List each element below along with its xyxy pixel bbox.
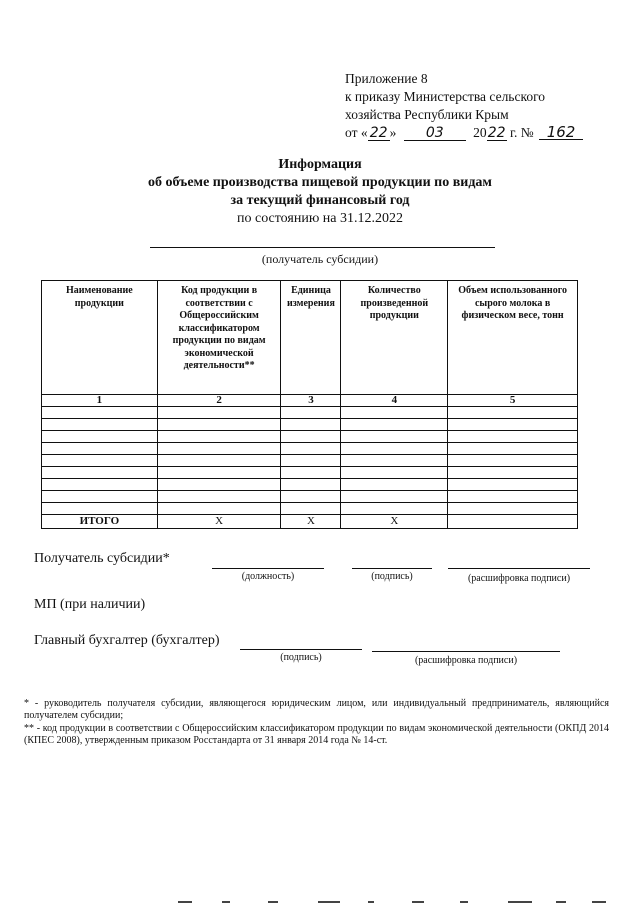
column-number: 1: [42, 395, 158, 407]
scan-artifact: [268, 901, 278, 903]
table-cell[interactable]: [341, 455, 448, 467]
position-caption: (должность): [241, 571, 295, 582]
header-product-name: Наименование продукции: [42, 281, 158, 395]
accountant-signature-caption: (подпись): [280, 652, 322, 663]
table-row: [42, 431, 578, 443]
table-cell[interactable]: [281, 419, 341, 431]
total-milk-volume-cell[interactable]: [448, 515, 578, 529]
table-header-row: [42, 281, 578, 395]
table-total-row: [42, 515, 578, 529]
appendix-header: [345, 70, 583, 142]
total-mark: Х: [157, 515, 281, 529]
table-cell[interactable]: [42, 431, 158, 443]
document-title: [0, 156, 640, 228]
table-cell[interactable]: [448, 455, 578, 467]
table-row: [42, 479, 578, 491]
table-cell[interactable]: [341, 491, 448, 503]
scan-artifact: [178, 901, 192, 903]
table-cell[interactable]: [157, 503, 281, 515]
table-cell[interactable]: [281, 503, 341, 515]
table-cell[interactable]: [341, 431, 448, 443]
table-cell[interactable]: [42, 491, 158, 503]
table-cell[interactable]: [42, 443, 158, 455]
table-row: [42, 419, 578, 431]
table-cell[interactable]: [281, 479, 341, 491]
table-cell[interactable]: [448, 443, 578, 455]
table-cell[interactable]: [157, 443, 281, 455]
handwritten-month: 03: [404, 126, 466, 141]
year-prefix: 20: [473, 125, 487, 140]
table-cell[interactable]: [281, 431, 341, 443]
table-cell[interactable]: [341, 467, 448, 479]
table-cell[interactable]: [42, 467, 158, 479]
table-row: [42, 443, 578, 455]
recipient-label: Получатель субсидии*: [34, 551, 170, 566]
header-milk-volume: Объем использованного сырого молока в физическом весе, тонн: [448, 281, 578, 395]
accountant-decoding-line[interactable]: [372, 651, 560, 652]
title-line-3: за текущий финансовый год: [230, 193, 410, 208]
table-cell[interactable]: [341, 407, 448, 419]
table-row: [42, 491, 578, 503]
table-cell[interactable]: [157, 407, 281, 419]
scan-artifact: [222, 901, 230, 903]
table-cell[interactable]: [281, 455, 341, 467]
total-label: ИТОГО: [42, 515, 158, 529]
year-end: г. №: [506, 125, 534, 140]
header-unit: Единица измерения: [281, 281, 341, 395]
scan-artifact: [412, 901, 424, 903]
table-cell[interactable]: [42, 479, 158, 491]
decoding-line[interactable]: [448, 568, 590, 569]
stamp-label: МП (при наличии): [34, 597, 146, 612]
table-cell[interactable]: [157, 479, 281, 491]
table-cell[interactable]: [448, 479, 578, 491]
scan-artifact: [460, 901, 468, 903]
recipient-underline: [150, 247, 495, 248]
total-mark: Х: [281, 515, 341, 529]
accountant-signature-line[interactable]: [240, 649, 362, 650]
table-cell[interactable]: [281, 407, 341, 419]
signature-line[interactable]: [352, 568, 432, 569]
table-cell[interactable]: [448, 431, 578, 443]
column-number: 4: [341, 395, 448, 407]
header-product-code: Код продукции в соответствии с Общероссийским классификатором продукции по видам экономической деятельности**: [157, 281, 281, 395]
column-number: 2: [157, 395, 281, 407]
header-quantity: Количество произведенной продукции: [341, 281, 448, 395]
table-cell[interactable]: [42, 455, 158, 467]
recipient-caption: (получатель субсидии): [261, 252, 379, 266]
table-cell[interactable]: [157, 419, 281, 431]
position-line[interactable]: [212, 568, 324, 569]
table-cell[interactable]: [448, 491, 578, 503]
appendix-line-1: Приложение 8: [345, 71, 428, 86]
table-row: [42, 503, 578, 515]
title-line-1: Информация: [278, 157, 362, 172]
table-cell[interactable]: [42, 407, 158, 419]
table-row: [42, 467, 578, 479]
table-row: [42, 455, 578, 467]
handwritten-order-number: 162: [539, 125, 583, 140]
accountant-label: Главный бухгалтер (бухгалтер): [34, 633, 220, 648]
table-cell[interactable]: [157, 491, 281, 503]
table-cell[interactable]: [42, 419, 158, 431]
table-cell[interactable]: [281, 467, 341, 479]
table-cell[interactable]: [341, 503, 448, 515]
table-cell[interactable]: [42, 503, 158, 515]
title-line-4: по состоянию на 31.12.2022: [236, 211, 404, 226]
date-from: от «: [345, 125, 368, 140]
table-cell[interactable]: [157, 467, 281, 479]
signature-caption: (подпись): [371, 571, 413, 582]
decoding-caption: (расшифровка подписи): [467, 573, 571, 584]
table-cell[interactable]: [448, 503, 578, 515]
table-cell[interactable]: [281, 491, 341, 503]
table-cell[interactable]: [341, 479, 448, 491]
appendix-date-line: [345, 124, 583, 142]
table-cell[interactable]: [448, 419, 578, 431]
table-cell[interactable]: [448, 407, 578, 419]
appendix-line-2: к приказу Министерства сельского: [345, 89, 546, 104]
scan-artifact: [318, 901, 340, 903]
total-mark: Х: [341, 515, 448, 529]
production-table: [41, 280, 578, 529]
footnote-1: * - руководитель получателя субсидии, являющегося юридическим лицом, или индивидуальный предприниматель, являющийся получателем субсидии;: [24, 698, 609, 721]
scan-artifact: [368, 901, 374, 903]
date-close-quote: »: [389, 125, 397, 140]
handwritten-day: 22: [368, 126, 390, 141]
table-cell[interactable]: [281, 443, 341, 455]
table-row: [42, 407, 578, 419]
table-cell[interactable]: [448, 467, 578, 479]
table-cell[interactable]: [341, 419, 448, 431]
handwritten-year: 22: [487, 125, 506, 141]
appendix-line-3: хозяйства Республики Крым: [345, 107, 509, 122]
table-cell[interactable]: [157, 455, 281, 467]
scan-artifact: [508, 901, 532, 903]
table-cell[interactable]: [157, 431, 281, 443]
table-row-numbers: [42, 395, 578, 407]
scan-artifact: [592, 901, 606, 903]
column-number: 3: [281, 395, 341, 407]
table-cell[interactable]: [341, 443, 448, 455]
title-line-2: об объеме производства пищевой продукции по видам: [148, 175, 492, 190]
scan-artifact: [556, 901, 566, 903]
accountant-decoding-caption: (расшифровка подписи): [414, 655, 518, 666]
column-number: 5: [448, 395, 578, 407]
footnote-2: ** - код продукции в соответствии с Общероссийским классификатором продукции по видам экономической деятельности (ОКПД 2014 (КПЕС 2008), утвержденным приказом Росстандарта от 31 января 2014 года № 14-ст.: [24, 723, 609, 746]
